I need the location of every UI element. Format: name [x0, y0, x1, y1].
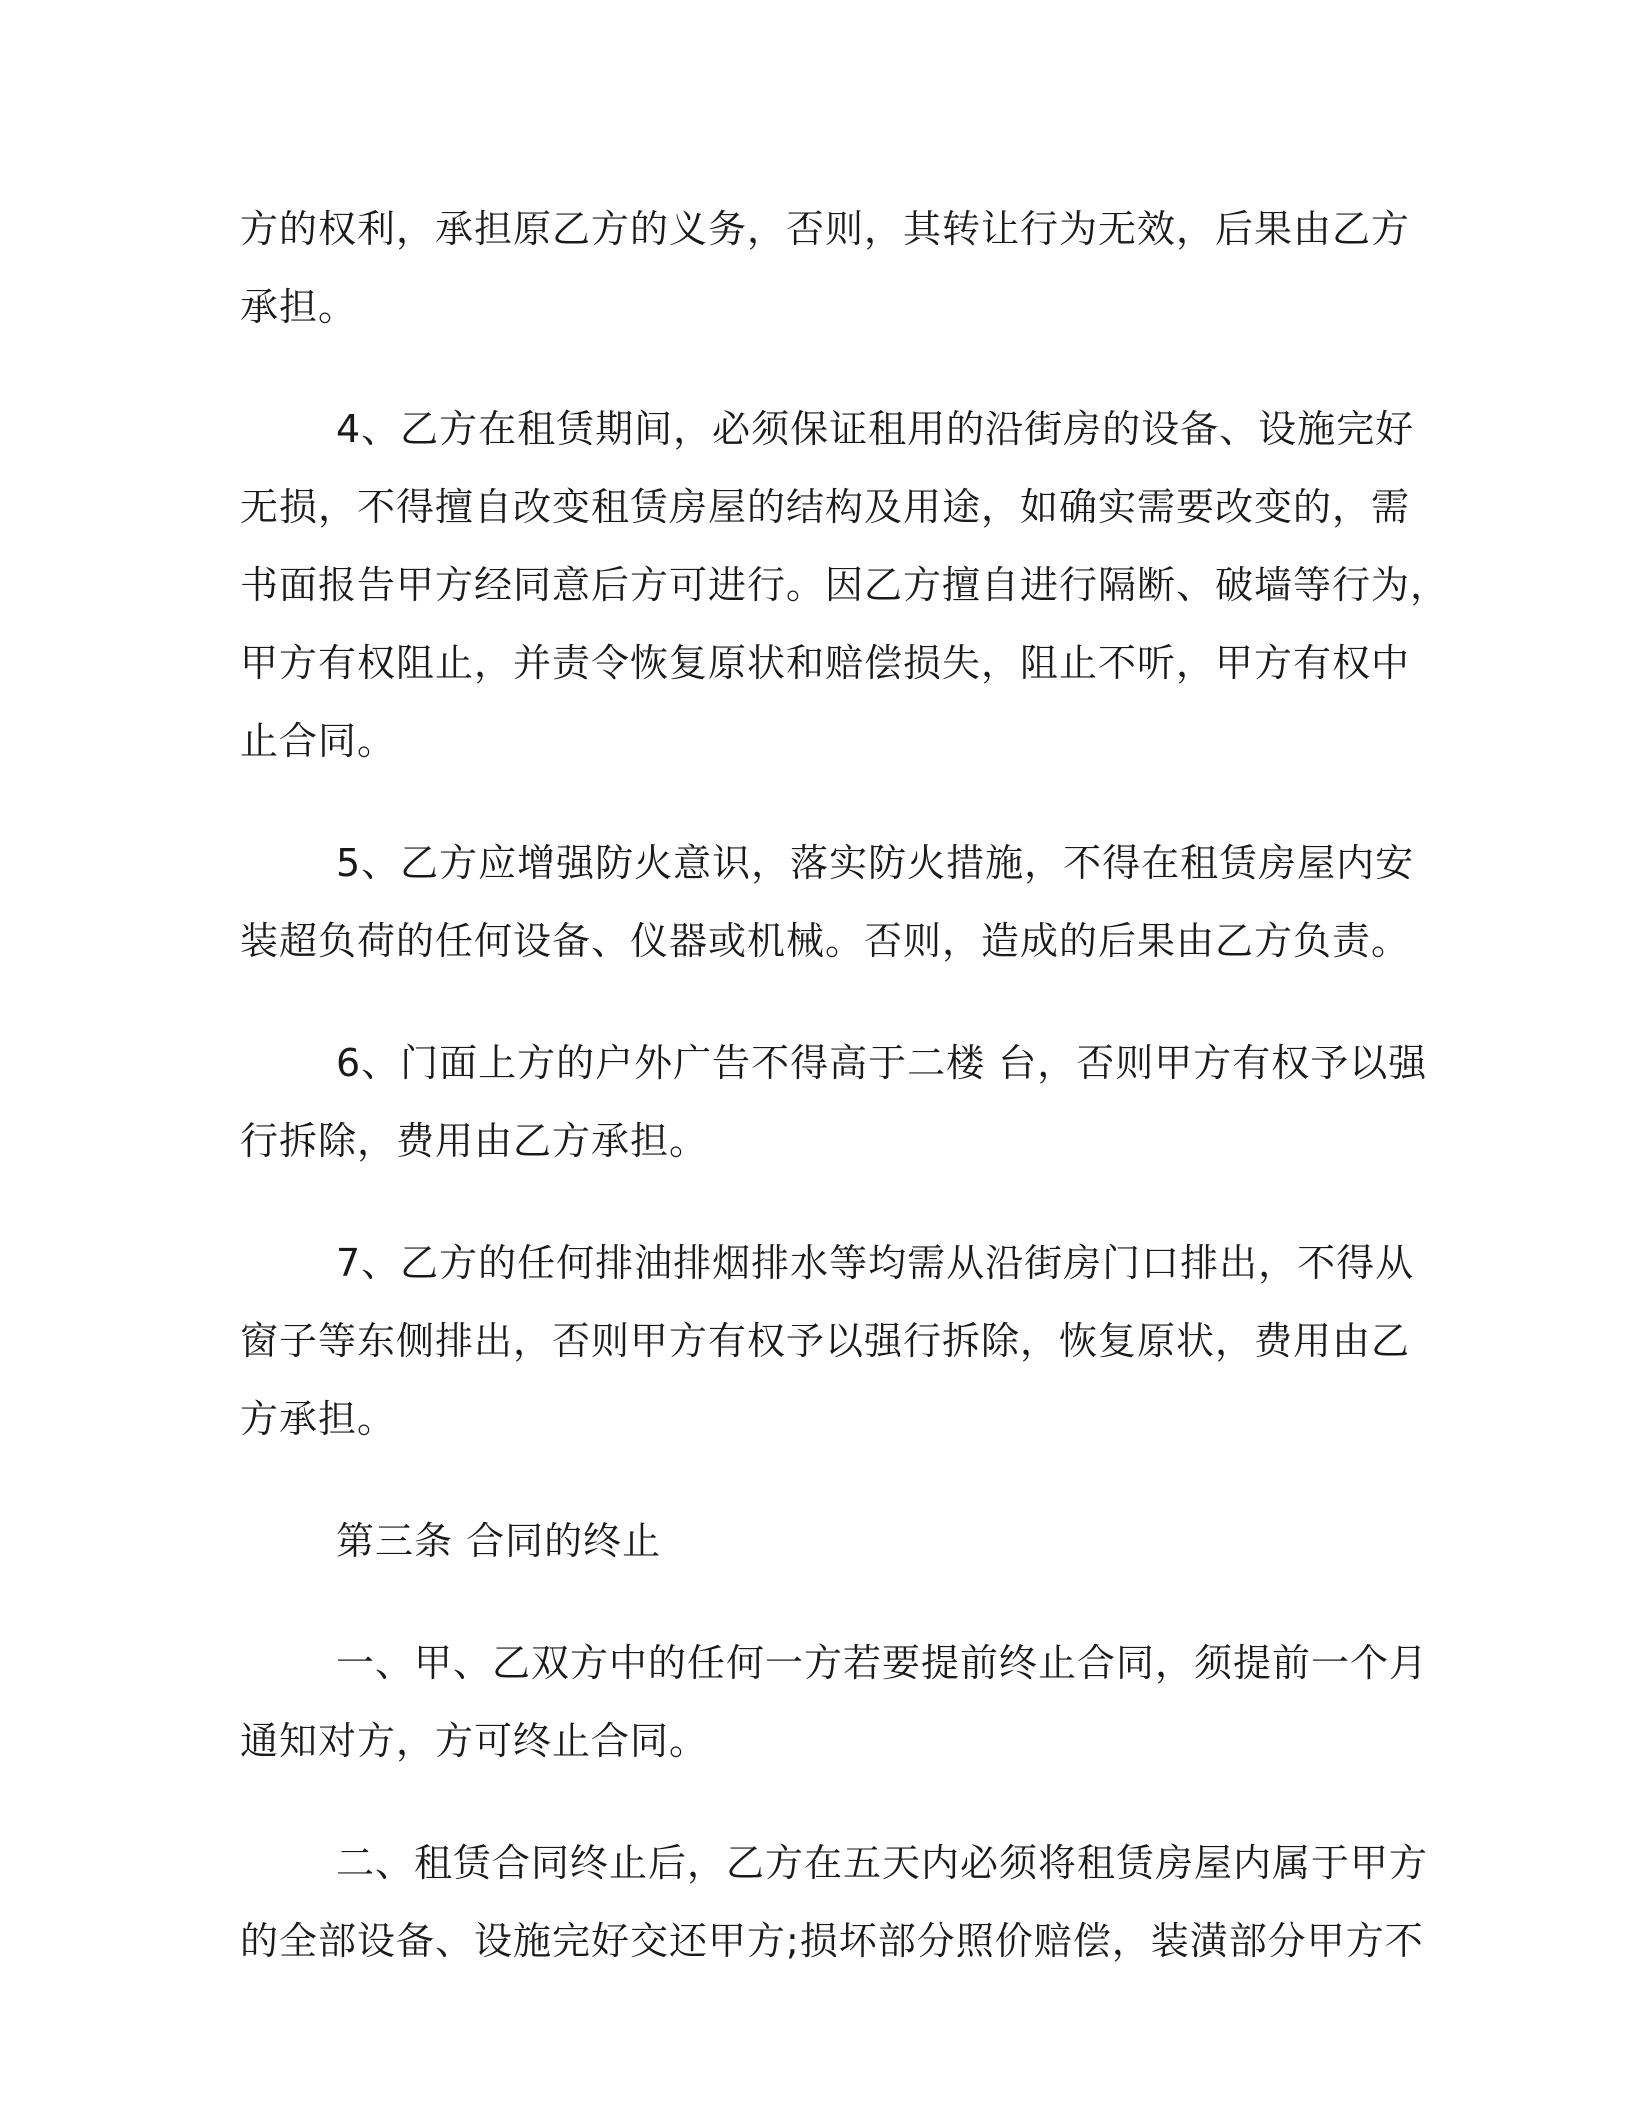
text-line: 无损，不得擅自改变租赁房屋的结构及用途，如确实需要改变的，需	[240, 485, 1411, 529]
paragraph-termination-2	[240, 1824, 1429, 1980]
text-line: 通知对方，方可终止合同。	[240, 1719, 709, 1763]
text-line: 行拆除，费用由乙方承担。	[240, 1119, 709, 1163]
text-line: 第三条 合同的终止	[336, 1519, 662, 1563]
text-line: 窗子等东侧排出，否则甲方有权予以强行拆除，恢复原状，费用由乙	[240, 1319, 1411, 1363]
text-line: 5、乙方应增强防火意识，落实防火措施，不得在租赁房屋内安	[336, 841, 1415, 885]
text-line: 的全部设备、设施完好交还甲方;损坏部分照价赔偿，装潢部分甲方不	[240, 1919, 1424, 1963]
text-line: 7、乙方的任何排油排烟排水等均需从沿街房门口排出，不得从	[336, 1241, 1415, 1285]
text-line: 装超负荷的任何设备、仪器或机械。否则，造成的后果由乙方负责。	[240, 919, 1411, 963]
text-line: 6、门面上方的户外广告不得高于二楼 台，否则甲方有权予以强	[336, 1041, 1428, 1085]
text-line: 止合同。	[240, 719, 397, 763]
text-line: 4、乙方在租赁期间，必须保证租用的沿街房的设备、设施完好	[336, 407, 1415, 451]
text-line: 承担。	[240, 285, 358, 329]
paragraph-clause-6	[240, 1024, 1428, 1180]
document-page	[240, 190, 1450, 2024]
paragraph-termination-1	[240, 1624, 1429, 1780]
text-line: 甲方有权阻止，并责令恢复原状和赔偿损失，阻止不听，甲方有权中	[240, 641, 1411, 685]
text-line: 一、甲、乙双方中的任何一方若要提前终止合同，须提前一个月	[336, 1641, 1429, 1685]
text-line: 二、租赁合同终止后，乙方在五天内必须将租赁房屋内属于甲方	[336, 1841, 1429, 1885]
text-line: 书面报告甲方经同意后方可进行。因乙方擅自进行隔断、破墙等行为，	[240, 563, 1450, 607]
text-line: 方的权利，承担原乙方的义务，否则，其转让行为无效，后果由乙方	[240, 207, 1411, 251]
text-line: 方承担。	[240, 1397, 397, 1441]
section-heading-article-3	[240, 1502, 1380, 1580]
paragraph-continuation	[240, 190, 1411, 346]
paragraph-clause-4	[240, 390, 1450, 780]
paragraph-clause-7	[240, 1224, 1415, 1458]
paragraph-clause-5	[240, 824, 1415, 980]
